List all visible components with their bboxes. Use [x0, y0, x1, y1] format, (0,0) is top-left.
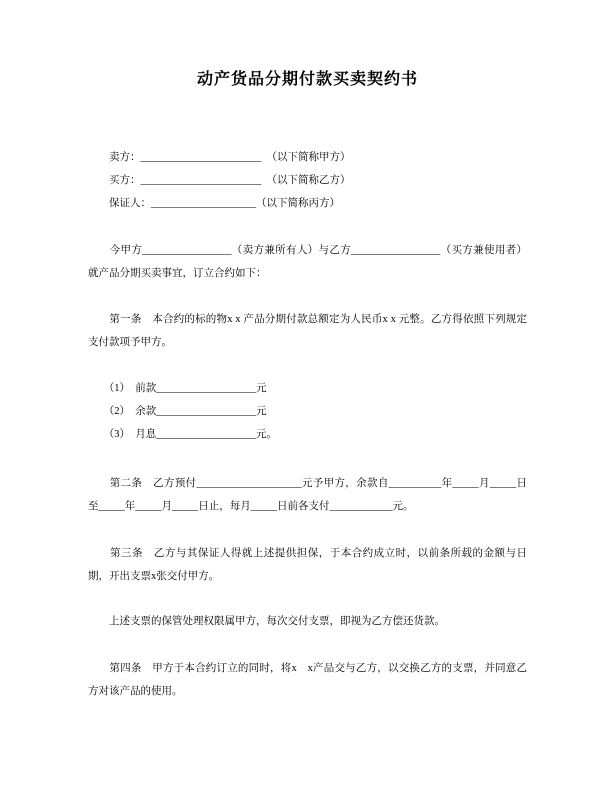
party-line-seller: 卖方：_______________________ （以下简称甲方） [88, 152, 351, 163]
payment-item-monthly-interest: （3） 月息___________________元。 [88, 429, 277, 440]
payment-items-block [88, 377, 527, 446]
party-line-buyer: 买方：_______________________ （以下简称乙方） [88, 175, 351, 186]
payment-item-downpayment: （1） 前款___________________元 [88, 383, 267, 394]
party-line-guarantor: 保证人：____________________（以下简称丙方） [88, 198, 340, 209]
clause-1: 第一条 本合约的标的物x x 产品分期付款总额定为人民币x x 元整。乙方得依照下列规定支付款项予甲方。 [88, 314, 527, 348]
payment-item-balance: （2） 余款___________________元 [88, 406, 267, 417]
clause-4: 第四条 甲方于本合约订立的同时，将x x产品交与乙方，以交换乙方的支票，并同意乙方对该产品的使用。 [88, 663, 527, 697]
party-block [88, 146, 527, 215]
check-custody-note: 上述支票的保管处理权限属甲方，每次交付支票，即视为乙方偿还货款。 [88, 616, 445, 627]
intro-paragraph: 今甲方_________________（卖方兼所有人）与乙方_________________（买方兼使用者）就产品分期买卖事宜，订立合约如下： [88, 245, 527, 279]
contract-title: 动产货品分期付款买卖契约书 [196, 71, 418, 88]
clause-3: 第三条 乙方与其保证人得就上述提供担保，于本合约成立时，以前条所载的金额与日期，开出支票x张交付甲方。 [88, 548, 527, 582]
clause-2: 第二条 乙方预付____________________元予甲方，余款自__________年_____月_____日至_____年_____月_____日止，每月_____日前各支付____________元。 [88, 478, 527, 512]
